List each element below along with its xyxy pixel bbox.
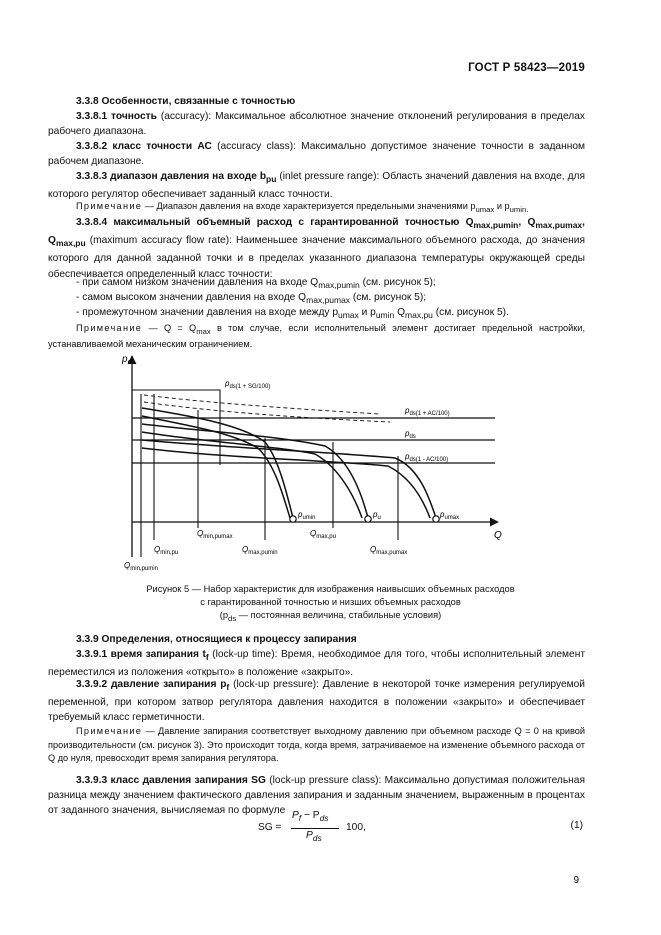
- note-3-3-9-2: Примечание — Давление запирания соответствует выходному давлению при объемном расходе Q = 0 на кривой производительности (см. рисунок 3). Это происходит тогда, когда время, затрачиваемое на изменение объемного расхода от Q до нуля, превосходит время запирания регулятора.: [48, 726, 585, 764]
- point-pumin: [290, 516, 296, 522]
- y-axis-label: $p_d$: [122, 354, 132, 366]
- label-ac-minus: $p_{ds(1 - AC/100)}$: [405, 452, 449, 463]
- term-accuracy: 3.3.8.1 точность: [76, 111, 157, 122]
- fraction-bar: [291, 828, 339, 829]
- para-3-3-8-1: [48, 109, 585, 139]
- label-qmax-pumin: $Q_{max,pumin}$: [242, 545, 278, 556]
- para-3-3-8-2: [48, 139, 585, 169]
- standard-header: ГОСТ Р 58423—2019: [468, 62, 585, 74]
- curve-pu-2: [142, 432, 362, 518]
- def-lockup-class: (lock-up pressure class): Максимально допустимая положительная разница между значением фактического давления запирания и заданным значением, выраженным в процентах от заданного значения, вычисляемая по формуле: [48, 775, 585, 817]
- x-axis-label: Q: [494, 530, 502, 541]
- def-max-flow: (maximum accuracy flow rate): Наименьшее значение максимального объемного расхода, до значения которого для данной заданной точки и в пределах указанного диапазона температуры окружающей среды обеспечивается определенный класс точности:: [48, 235, 585, 280]
- page-number: 9: [573, 875, 579, 886]
- formula-1: [0, 810, 661, 850]
- def-lockup-pressure: (lock-up pressure): Давление в некоторой точке измерения регулируемой переменной, при котором затвор регулятора давления находится в положении «закрыто» и обеспечивает требуемый класс герметичности.: [48, 679, 585, 724]
- note-3-3-8-4: Примечание — $Q = Q_{max}$ в том случае, если исполнительный элемент достигает предельной настройки, устанавливаемой механическим ограничением.: [48, 323, 585, 350]
- label-ac-plus: $p_{ds(1 + AC/100)}$: [405, 406, 450, 417]
- caption-line-3: ($p_{ds}$ — постоянная величина, стабильные условия): [219, 610, 442, 624]
- label-pu: $p_u$: [373, 510, 381, 521]
- label-pumax: $p_{umax}$: [440, 510, 460, 521]
- term-max-flow: 3.3.8.4 максимальный объемный расход с гарантированной точностью $Q_{max,pumin}$, $Q_{max,pumax}$, $Q_{max,pu}$: [48, 217, 585, 249]
- curve-dashed-1: [144, 395, 380, 414]
- para-3-3-8-4: [48, 215, 585, 282]
- formula-lhs: SG =: [258, 822, 282, 833]
- term-lockup-class: 3.3.9.3 класс давления запирания SG: [76, 775, 266, 786]
- section-title-3-3-8: 3.3.8 Особенности, связанные с точностью: [76, 96, 296, 107]
- para-3-3-8-3: [48, 169, 585, 202]
- formula-multiplier: 100,: [346, 822, 366, 833]
- point-pumax: [433, 516, 439, 522]
- figure-5-diagram: [110, 350, 510, 582]
- list-item-1: - при самом низком значении давления на входе $Q_{max,pumin}$ (см. рисунок 5);: [76, 277, 436, 291]
- label-ds: $p_{ds}$: [405, 429, 416, 440]
- formula-denominator: $P_{ds}$: [306, 830, 322, 844]
- section-title-3-3-9: 3.3.9 Определения, относящиеся к процессу запирания: [76, 634, 357, 645]
- term-inlet-range: 3.3.8.3 диапазон давления на входе $b_{pu}$: [76, 171, 277, 185]
- curve-pumax-2: [142, 448, 430, 518]
- label-qmin-pumax: $Q_{min,pumax}$: [197, 529, 233, 540]
- curve-pu-1: [142, 424, 368, 518]
- formula-number: (1): [570, 820, 583, 831]
- point-pu: [365, 516, 371, 522]
- def-accuracy: (accuracy): Максимальное абсолютное значение отклонений регулирования в пределах рабочего диапазона.: [48, 111, 585, 138]
- term-lockup-time: 3.3.9.1 время запирания $t_f$: [76, 649, 209, 663]
- caption-line-1: Рисунок 5 — Набор характеристик для изображения наивысших объемных расходов: [146, 584, 515, 594]
- label-qmax-pu: $Q_{max,pu}$: [310, 529, 336, 540]
- def-accuracy-class: (accuracy class): Максимально допустимое значение точности в заданном рабочем диапазоне.: [48, 141, 585, 168]
- term-lockup-pressure: 3.3.9.2 давление запирания $p_f$: [76, 679, 230, 693]
- note-3-3-8-3: Примечание — Диапазон давления на входе характеризуется предельными значениями $p_{umax}$ и $p_{umin.}$: [76, 201, 529, 214]
- label-qmin-pumin: $Q_{min,pumin}$: [124, 561, 158, 572]
- caption-line-2: с гарантированной точностью и низших объемных расходов: [200, 597, 461, 608]
- label-pumin: $p_{umin}$: [298, 510, 316, 521]
- para-3-3-9-1: [48, 647, 585, 680]
- label-qmax-pumax: $Q_{max,pumax}$: [370, 545, 408, 556]
- list-item-3: - промежуточном значении давления на входе между $p_{umax}$ и $p_{umin}$ $Q_{max,pu}$ (см. рисунок 5).: [76, 307, 509, 321]
- list-item-2: - самом высоком значении давления на входе $Q_{max,pumax}$ (см. рисунок 5);: [76, 292, 427, 306]
- formula-numerator: $P_f - P_{ds}$: [292, 810, 329, 824]
- figure-caption: [48, 583, 613, 625]
- label-qmin-pu: $Q_{min,pu}$: [154, 545, 179, 556]
- para-3-3-9-2: [48, 677, 585, 726]
- def-inlet-range: (inlet pressure range): Область значений давления на входе, для которого регулятор обеспечивает заданный класс точности.: [48, 171, 585, 201]
- term-accuracy-class: 3.3.8.2 класс точности АС: [76, 141, 212, 152]
- def-lockup-time: (lock-up time): Время, необходимое для того, чтобы исполнительный элемент переместился из положения «открыто» в положение «закрыто».: [48, 649, 585, 679]
- label-sg: $p_{ds(1 + SG/100)}$: [225, 379, 271, 390]
